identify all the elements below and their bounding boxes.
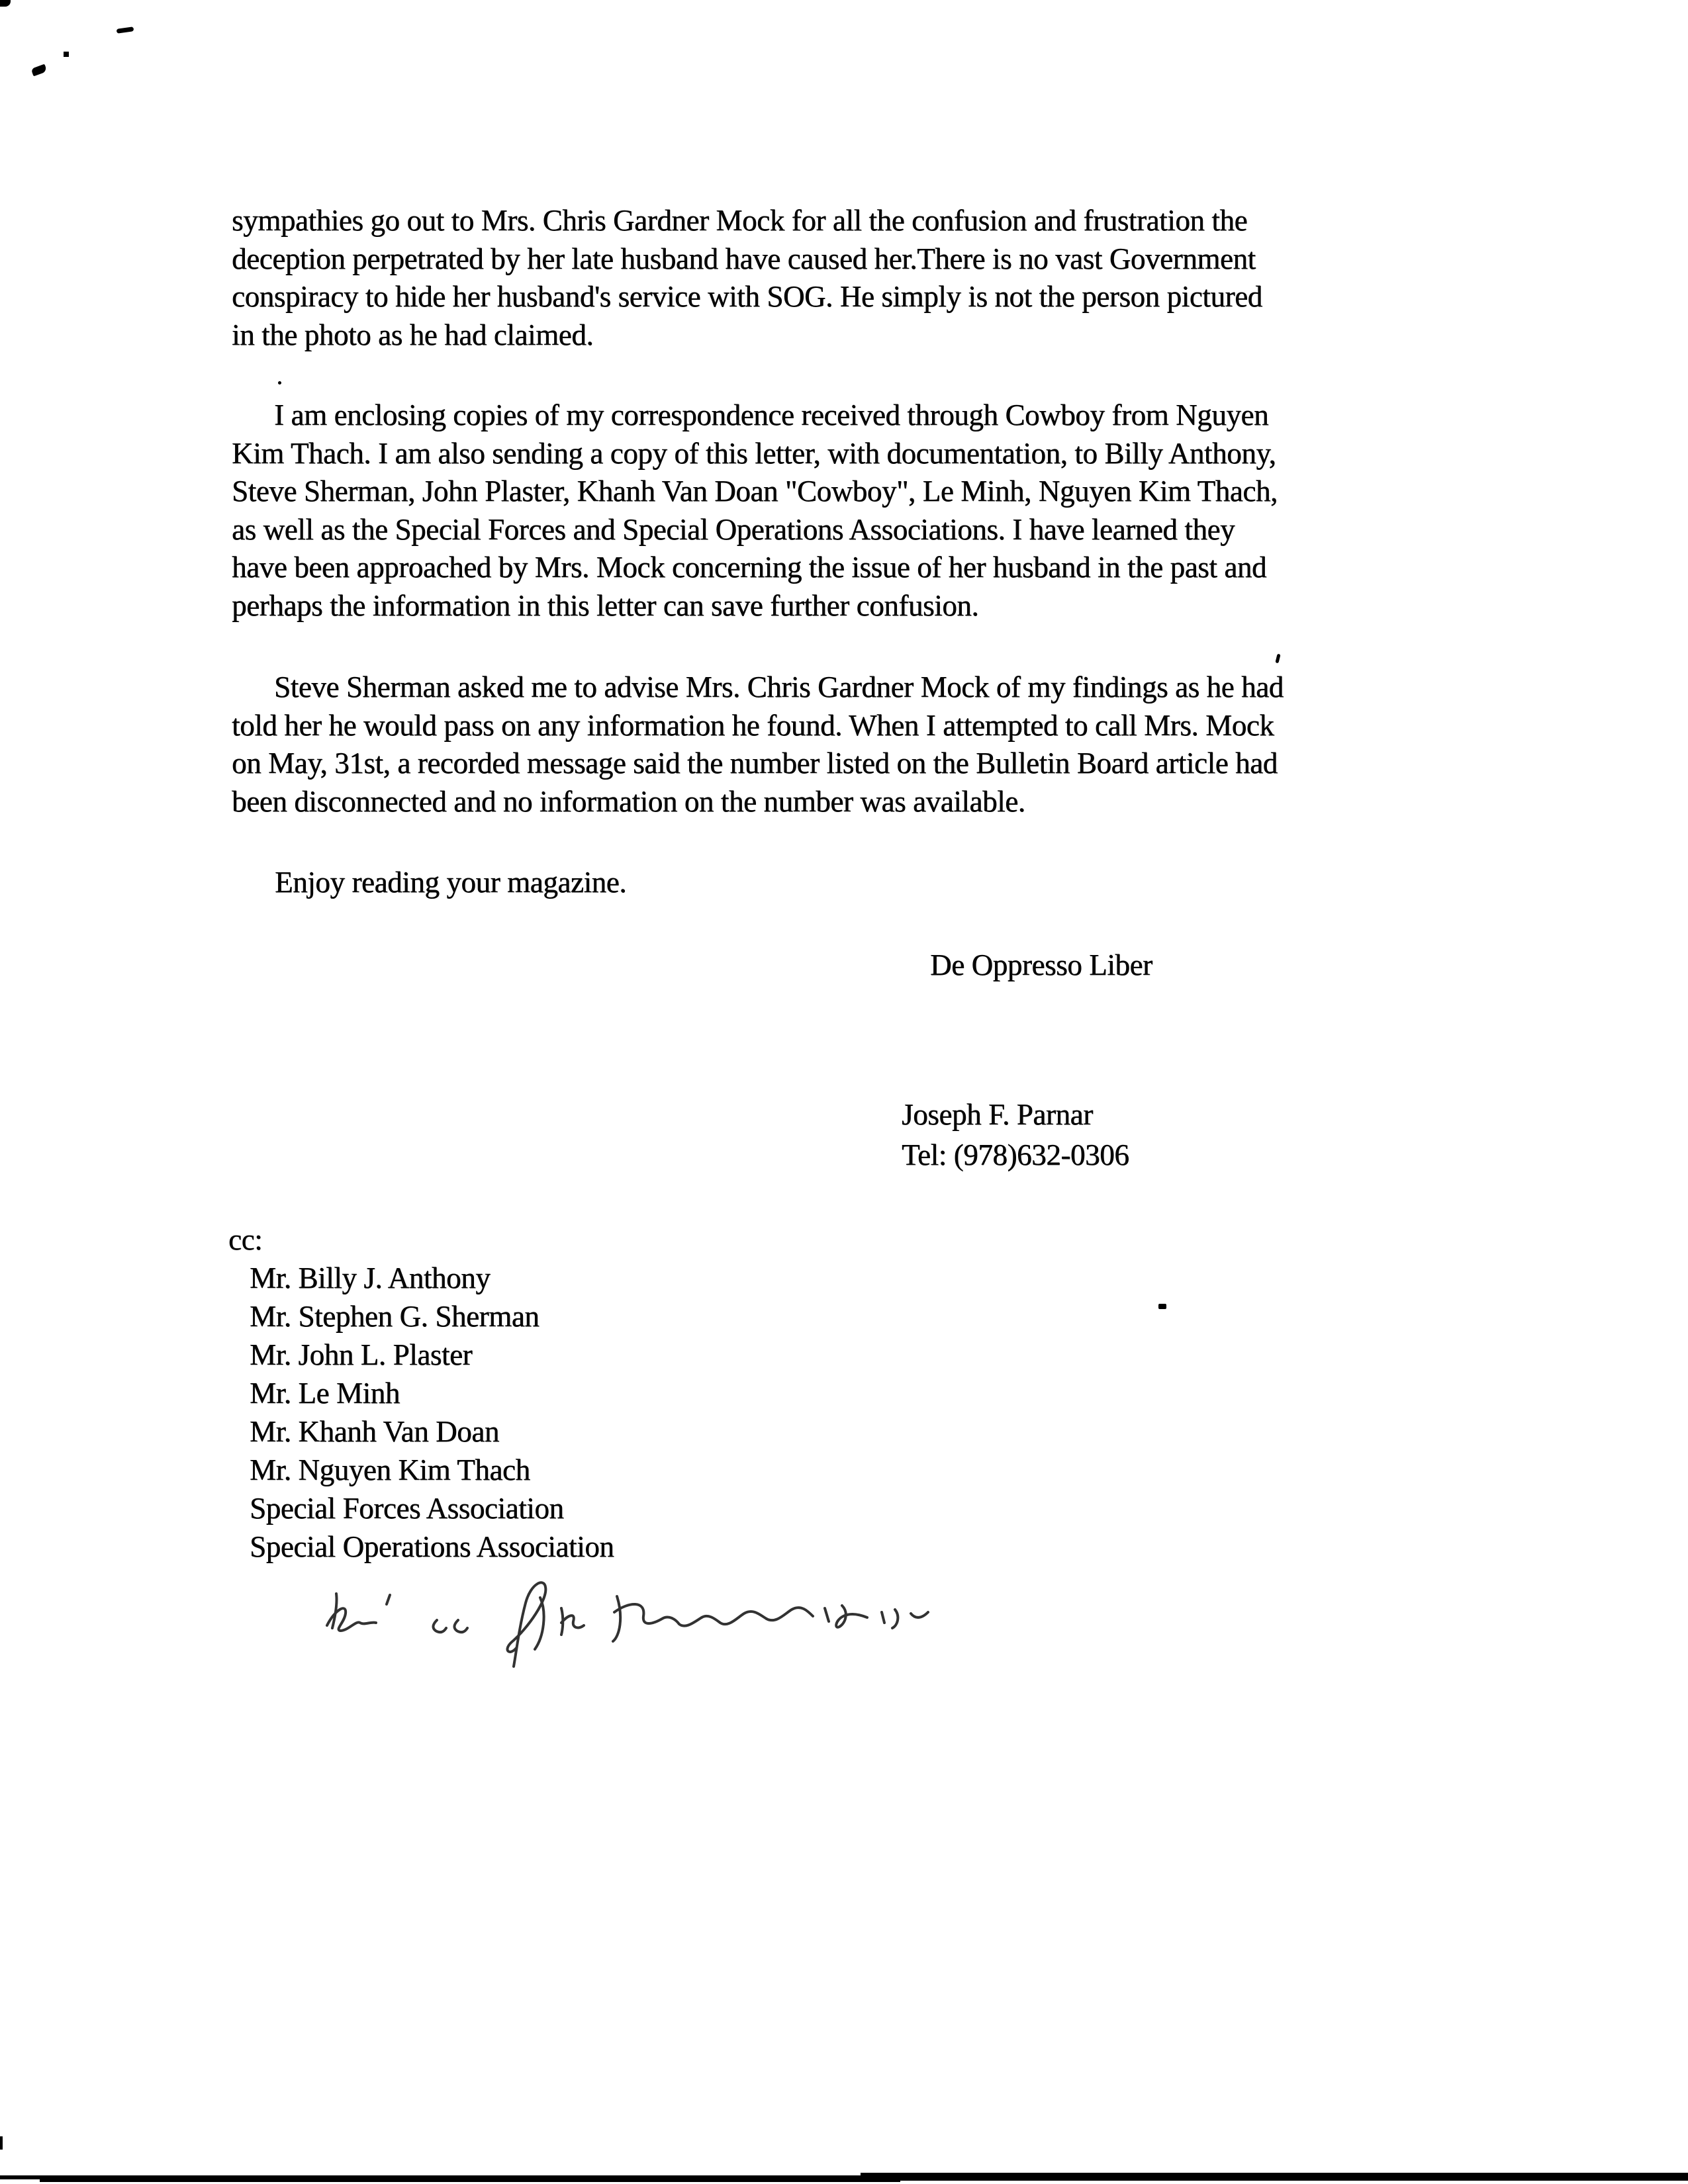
scan-speck (1275, 654, 1280, 664)
scan-speck (1158, 1304, 1166, 1309)
text-line: perhaps the information in this letter can save further confusion. (232, 588, 979, 622)
text-line: conspiracy to hide her husband's service with SOG. He simply is not the person pictured (232, 280, 1262, 313)
signature-tel: Tel: (978)632-0306 (902, 1138, 1129, 1171)
text-line: as well as the Special Forces and Special Operations Associations. I have learned they (232, 512, 1235, 546)
text-line: been disconnected and no information on the number was available. (232, 784, 1025, 818)
handwritten-note (318, 1562, 966, 1674)
cc-name: Mr. John L. Plaster (250, 1338, 473, 1371)
cc-name: Mr. Nguyen Kim Thach (250, 1453, 530, 1486)
cc-label: cc: (228, 1223, 263, 1256)
text-line: on May, 31st, a recorded message said the number listed on the Bulletin Board article had (232, 747, 1278, 780)
paragraph-3 (232, 668, 1284, 821)
text-line: sympathies go out to Mrs. Chris Gardner Mock for all the confusion and frustration the (232, 204, 1248, 237)
cc-name: Mr. Khanh Van Doan (250, 1415, 499, 1448)
cc-name: Mr. Le Minh (250, 1377, 400, 1410)
text-line: have been approached by Mrs. Mock concerning the issue of her husband in the past and (232, 551, 1267, 584)
scan-speck (278, 381, 281, 385)
closing-line (275, 864, 626, 902)
scan-edge-bar (40, 2179, 900, 2182)
paragraph-1 (232, 202, 1262, 354)
cc-name: Special Forces Association (250, 1492, 564, 1525)
cc-list (228, 1220, 614, 1566)
motto-line (930, 946, 1152, 985)
text-line: told her he would pass on any information he found. When I attempted to call Mrs. Mock (232, 708, 1274, 742)
signature-block (902, 1095, 1129, 1175)
text-line: in the photo as he had claimed. (232, 318, 594, 351)
scan-speck (0, 0, 11, 7)
scan-speck (117, 26, 134, 34)
cc-name: Mr. Billy J. Anthony (250, 1261, 491, 1295)
scan-speck (0, 2136, 3, 2150)
text-line: Enjoy reading your magazine. (275, 866, 627, 899)
text-line: De Oppresso Liber (930, 948, 1152, 981)
scan-speck (31, 64, 48, 77)
text-line: Kim Thach. I am also sending a copy of this letter, with documentation, to Billy Anthony, (232, 436, 1276, 470)
text-line: Steve Sherman asked me to advise Mrs. Chris Gardner Mock of my findings as he had (274, 670, 1284, 704)
scan-speck (64, 52, 69, 57)
signature-name: Joseph F. Parnar (902, 1098, 1093, 1131)
paragraph-2 (232, 396, 1278, 625)
text-line: deception perpetrated by her late husband have caused her.There is no vast Government (232, 242, 1256, 275)
scan-edge-bar (861, 2173, 1688, 2181)
cc-name: Special Operations Association (250, 1530, 614, 1563)
cc-name: Mr. Stephen G. Sherman (250, 1300, 539, 1333)
text-line: I am enclosing copies of my correspondence received through Cowboy from Nguyen (274, 398, 1269, 432)
text-line: Steve Sherman, John Plaster, Khanh Van Doan "Cowboy", Le Minh, Nguyen Kim Thach, (232, 475, 1278, 508)
